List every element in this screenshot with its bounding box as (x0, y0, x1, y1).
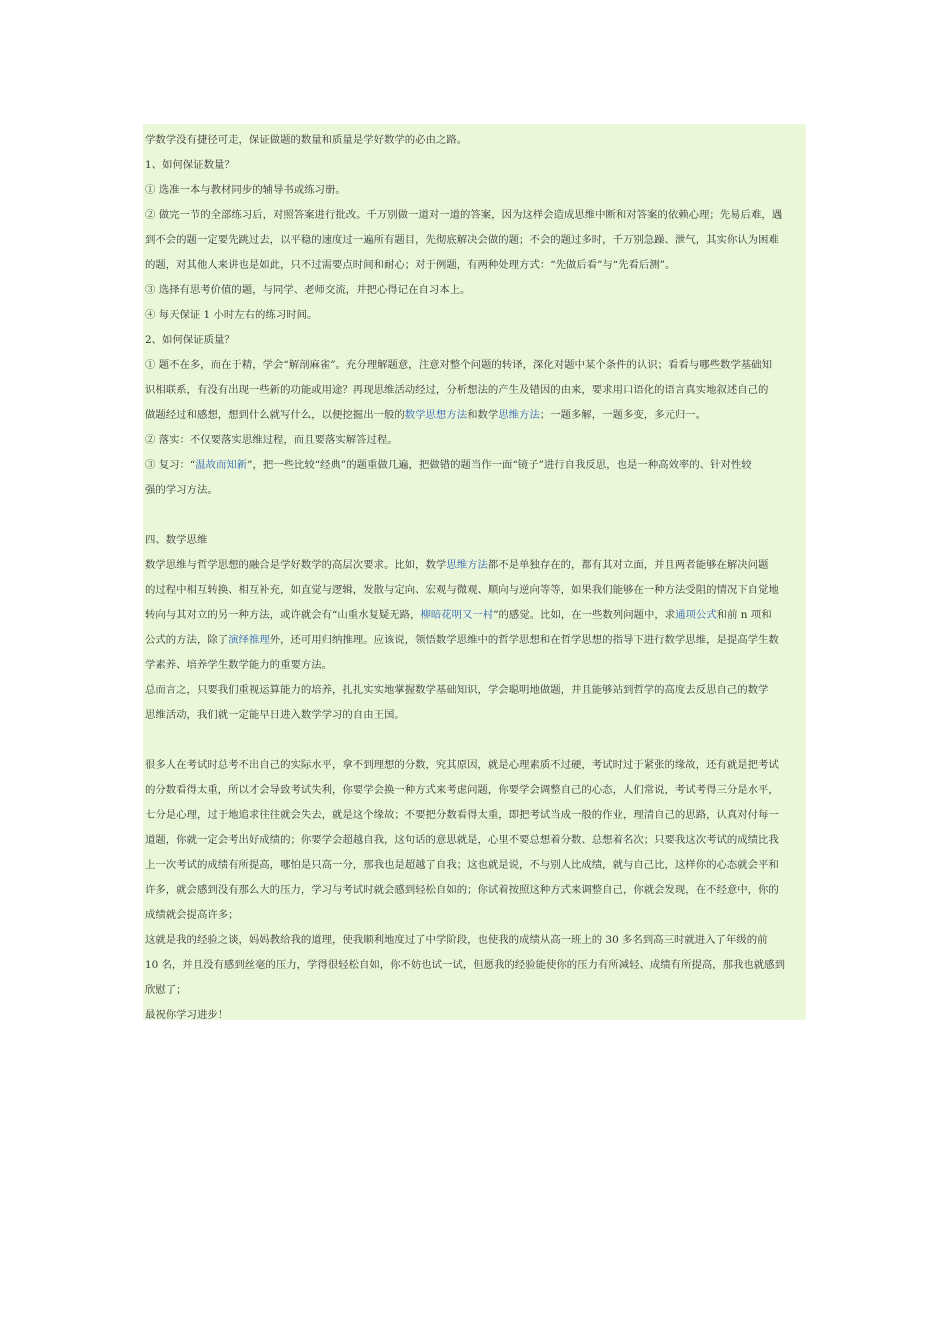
text-line (145, 603, 806, 628)
text-line: 上一次考试的成绩有所提高，哪怕是只高一分，那我也是超越了自我；这也就是说，不与别人比成绩，就与自己比，这样你的心态就会平和 (145, 859, 779, 871)
text-segment: 外，还可用归纳推理。应该说，领悟数学思维中的哲学思想和在哲学思想的指导下进行数学思维，是提高学生数 (269, 634, 779, 646)
text-line: 道题，你就一定会考出好成绩的；你要学会超越自我，这句话的意思就是，心里不要总想着分数、总想着名次；只要我这次考试的成绩比我 (145, 834, 779, 846)
text-line: 学数学没有捷径可走，保证做题的数量和质量是学好数学的必由之路。 (145, 134, 468, 146)
text-line: 思维活动，我们就一定能早日进入数学学习的自由王国。 (145, 709, 405, 721)
text-line: 的分数看得太重，所以才会导致考试失利，你要学会换一种方式来考虑问题，你要学会调整自己的心态，人们常说，考试考得三分是水平， (145, 784, 779, 796)
section-heading: 四、数学思维 (145, 534, 208, 546)
link-thinking-method[interactable]: 思维方法 (446, 559, 488, 571)
link-math-thinking-method[interactable]: 数学思想方法 (404, 409, 468, 421)
text-segment: 和数学 (467, 409, 499, 421)
text-line: 成绩就会提高许多； (145, 909, 239, 921)
text-segment: 做题经过和感想，想到什么就写什么，以便挖掘出一般的 (145, 409, 405, 421)
text-segment: 公式的方法，除了 (145, 634, 229, 646)
text-segment: ③ 复习：“ (145, 459, 196, 471)
link-thinking-method[interactable]: 思维方法 (498, 409, 540, 421)
article-content (143, 124, 806, 1020)
link-poem-line[interactable]: 柳暗花明又一村 (420, 609, 494, 621)
text-line: 到不会的题一定要先跳过去，以平稳的速度过一遍所有题目，先彻底解决会做的题；不会的题过多时，千万别急躁、泄气，其实你认为困难 (145, 234, 779, 246)
text-line: 的题，对其他人来讲也是如此，只不过需要点时间和耐心；对于例题，有两种处理方式：“先做后看”与“先看后测”。 (145, 259, 676, 271)
text-line: 欣慰了； (145, 984, 187, 996)
text-segment: ”，把一些比较“经典”的题重做几遍，把做错的题当作一面“镜子”进行自我反思，也是一种高效率的、针对性较 (247, 459, 752, 471)
text-line: ④ 每天保证 1 小时左右的练习时间。 (145, 309, 318, 321)
text-line: 七分是心理，过于地追求往往就会失去，就是这个缘故；不要把分数看得太重，即把考试当成一般的作业，理清自己的思路，认真对付每一 (145, 809, 779, 821)
text-line (145, 553, 806, 578)
text-line: 学素养、培养学生数学能力的重要方法。 (145, 659, 333, 671)
text-segment: 和前 n 项和 (716, 609, 772, 621)
text-segment: ”的感觉。比如，在一些数列问题中，求 (493, 609, 676, 621)
link-deductive-reasoning[interactable]: 演绎推理 (228, 634, 270, 646)
text-line (145, 453, 806, 478)
blank-line (145, 728, 806, 753)
link-review-old[interactable]: 温故而知新 (195, 459, 248, 471)
closing-line: 最祝你学习进步！ (145, 1009, 229, 1021)
text-line: 总而言之，只要我们重视运算能力的培养，扎扎实实地掌握数学基础知识，学会聪明地做题，并且能够站到哲学的高度去反思自己的数学 (145, 684, 769, 696)
text-segment: 都不是单独存在的，都有其对立面，并且两者能够在解决问题 (487, 559, 769, 571)
text-line: ② 做完一节的全部练习后，对照答案进行批改。千万别做一道对一道的答案，因为这样会造成思维中断和对答案的依赖心理；先易后难，遇 (145, 209, 783, 221)
text-line: 识相联系，有没有出现一些新的功能或用途？再现思维活动经过，分析想法的产生及错因的由来，要求用口语化的语言真实地叙述自己的 (145, 384, 769, 396)
text-line: ① 题不在多，而在于精，学会“解剖麻雀”。充分理解题意，注意对整个问题的转译，深化对题中某个条件的认识；看看与哪些数学基础知 (145, 359, 772, 371)
text-line: ③ 选择有思考价值的题，与同学、老师交流，并把心得记在自习本上。 (145, 284, 471, 296)
text-segment: 转向与其对立的另一种方法，或许就会有“山重水复疑无路， (145, 609, 421, 621)
text-line: 10 名，并且没有感到丝毫的压力，学得很轻松自如，你不妨也试一试，但愿我的经验能使你的压力有所减轻、成绩有所提高，那我也就感到 (145, 959, 785, 971)
link-general-term-formula[interactable]: 通项公式 (675, 609, 717, 621)
section-heading: 1、如何保证数量？ (145, 159, 235, 171)
text-line: ② 落实：不仅要落实思维过程，而且要落实解答过程。 (145, 434, 398, 446)
text-line: 这就是我的经验之谈，妈妈教给我的道理，使我顺利地度过了中学阶段，也使我的成绩从高一班上的 30 多名到高三时就进入了年级的前 (145, 934, 768, 946)
text-segment: 数学思维与哲学思想的融合是学好数学的高层次要求。比如，数学 (145, 559, 447, 571)
text-line: 强的学习方法。 (145, 484, 218, 496)
section-heading: 2、如何保证质量？ (145, 334, 235, 346)
text-line: 的过程中相互转换、相互补充，如直觉与逻辑，发散与定向、宏观与微观、顺向与逆向等等，如果我们能够在一种方法受阻的情况下自觉地 (145, 584, 779, 596)
text-line (145, 628, 806, 653)
blank-line (145, 503, 806, 528)
text-line: 很多人在考试时总考不出自己的实际水平，拿不到理想的分数，究其原因，就是心理素质不过硬，考试时过于紧张的缘故，还有就是把考试 (145, 759, 779, 771)
text-line (145, 403, 806, 428)
text-segment: ；一题多解，一题多变，多元归一。 (539, 409, 707, 421)
text-line: 许多，就会感到没有那么大的压力，学习与考试时就会感到轻松自如的；你试着按照这种方式来调整自己，你就会发现，在不经意中，你的 (145, 884, 779, 896)
text-line: ① 选准一本与教材同步的辅导书或练习册。 (145, 184, 346, 196)
